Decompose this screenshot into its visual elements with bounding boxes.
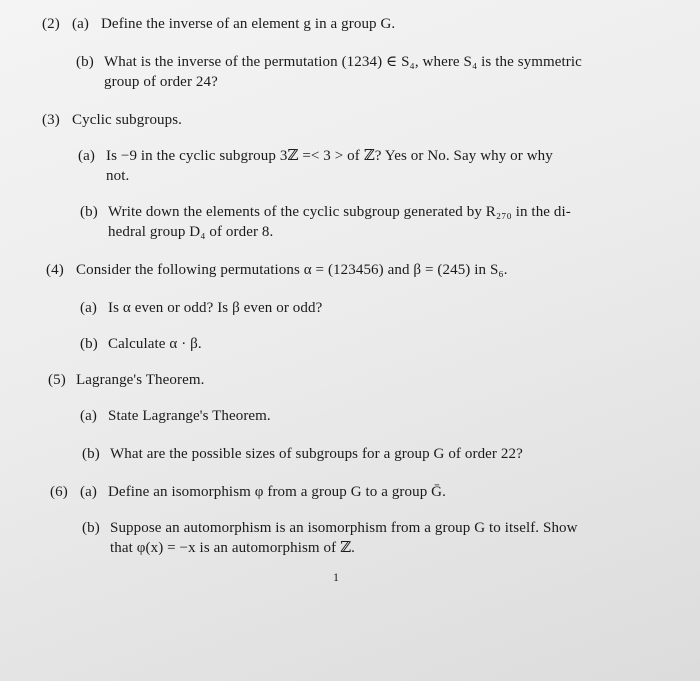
problem-4a-text: Is α even or odd? Is β even or odd?: [108, 300, 323, 316]
problem-6-number: (6): [50, 484, 68, 500]
problem-2a-label: (a): [72, 16, 89, 32]
problem-3a-label: (a): [78, 148, 95, 164]
problem-3b-text-line1: Write down the elements of the cyclic subgroup generated by R₂₇₀ in the di-: [108, 204, 571, 220]
problem-5-number: (5): [48, 372, 66, 388]
problem-4a-label: (a): [80, 300, 97, 316]
problem-5a-label: (a): [80, 408, 97, 424]
problem-6a-text: Define an isomorphism φ from a group G to a group Ḡ.: [108, 484, 446, 500]
problem-6b-label: (b): [82, 520, 100, 536]
problem-3a-text-line1: Is −9 in the cyclic subgroup 3ℤ =< 3 > of ℤ? Yes or No. Say why or why: [106, 148, 553, 164]
problem-4-number: (4): [46, 262, 64, 278]
problem-2a-text: Define the inverse of an element g in a group G.: [101, 16, 396, 32]
problem-3-title: Cyclic subgroups.: [72, 112, 183, 128]
problem-5b-label: (b): [82, 446, 100, 462]
problem-5a-text: State Lagrange's Theorem.: [108, 408, 271, 424]
problem-2-number: (2): [42, 16, 60, 32]
problem-3-number: (3): [42, 112, 60, 128]
problem-4-title: Consider the following permutations α = (123456) and β = (245) in S₆.: [76, 262, 508, 278]
problem-5b-text: What are the possible sizes of subgroups for a group G of order 22?: [110, 446, 523, 462]
problem-4b-text: Calculate α · β.: [108, 336, 202, 352]
problem-2b-text-line2: group of order 24?: [104, 74, 218, 90]
problem-6a-label: (a): [80, 484, 97, 500]
problem-2b-label: (b): [76, 54, 94, 70]
problem-3a-text-line2: not.: [106, 168, 130, 184]
problem-6b-text-line2: that φ(x) = −x is an automorphism of ℤ.: [110, 540, 355, 556]
problem-4b-label: (b): [80, 336, 98, 352]
problem-5-title: Lagrange's Theorem.: [76, 372, 205, 388]
problem-6b-text-line1: Suppose an automorphism is an isomorphism from a group G to itself. Show: [110, 520, 578, 536]
problem-3b-text-line2: hedral group D₄ of order 8.: [108, 224, 274, 240]
page-number: 1: [333, 570, 339, 584]
problem-2b-text-line1: What is the inverse of the permutation (1234) ∈ S₄, where S₄ is the symmetric: [104, 54, 582, 70]
problem-3b-label: (b): [80, 204, 98, 220]
